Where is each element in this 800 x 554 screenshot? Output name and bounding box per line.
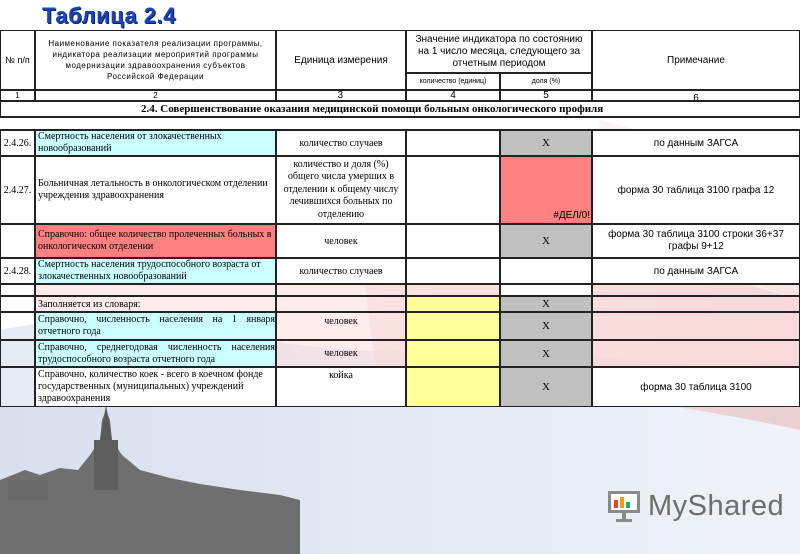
header-count: количество (единиц) bbox=[406, 73, 500, 90]
spacer-row bbox=[592, 284, 800, 296]
row-name: Смертность населения трудоспособного возраста от злокачественных новообразований bbox=[35, 258, 276, 284]
header-name: Наименование показателя реализации программы, индикатора реализации мероприятий программы модернизации здравоохранения субъектов Российской Федерации bbox=[35, 30, 276, 90]
row-count[interactable] bbox=[406, 130, 500, 156]
row-unit: койка bbox=[276, 367, 406, 407]
row-share: X bbox=[500, 312, 592, 340]
row-num: 2.4.26. bbox=[0, 130, 35, 156]
spacer-row bbox=[0, 117, 800, 130]
row-unit: человек bbox=[276, 340, 406, 367]
spacer-row bbox=[35, 284, 276, 296]
row-count[interactable] bbox=[406, 296, 500, 312]
row-num bbox=[0, 367, 35, 407]
row-note: форма 30 таблица 3100 строки 36+37 графы 9+12 bbox=[592, 224, 800, 258]
index-cell: 5 bbox=[500, 90, 592, 101]
row-note bbox=[592, 340, 800, 367]
row-num bbox=[0, 224, 35, 258]
row-name: Больничная летальность в онкологическом отделении учреждения здравоохранения bbox=[35, 156, 276, 224]
row-note: форма 30 таблица 3100 bbox=[592, 367, 800, 407]
row-count[interactable] bbox=[406, 312, 500, 340]
index-cell: 2 bbox=[35, 90, 276, 101]
presentation-icon bbox=[606, 488, 642, 524]
spacer-row bbox=[0, 284, 35, 296]
header-share: доля (%) bbox=[500, 73, 592, 90]
row-count[interactable] bbox=[406, 367, 500, 407]
index-cell: 4 bbox=[406, 90, 500, 101]
row-unit: человек bbox=[276, 224, 406, 258]
row-count[interactable] bbox=[406, 258, 500, 284]
row-share: X bbox=[500, 224, 592, 258]
index-cell: 1 bbox=[0, 90, 35, 101]
header-num: № п/п bbox=[0, 30, 35, 90]
header-unit: Единица измерения bbox=[276, 30, 406, 90]
row-share: #ДЕЛ/0! bbox=[500, 156, 592, 224]
row-share[interactable] bbox=[500, 258, 592, 284]
row-note bbox=[592, 296, 800, 312]
row-count[interactable] bbox=[406, 224, 500, 258]
row-unit: количество случаев bbox=[276, 130, 406, 156]
row-num: 2.4.27. bbox=[0, 156, 35, 224]
header-value: Значение индикатора по состоянию на 1 число месяца, следующего за отчетным периодом bbox=[406, 30, 592, 73]
header-note: Примечание bbox=[592, 30, 800, 90]
row-unit: человек bbox=[276, 312, 406, 340]
watermark-logo bbox=[606, 488, 784, 524]
row-note: по данным ЗАГСА bbox=[592, 130, 800, 156]
spacer-row bbox=[500, 284, 592, 296]
logo-text: MyShared bbox=[648, 489, 785, 522]
row-unit bbox=[276, 296, 406, 312]
row-num bbox=[0, 340, 35, 367]
spacer-row bbox=[276, 284, 406, 296]
row-note: по данным ЗАГСА bbox=[592, 258, 800, 284]
row-share: X bbox=[500, 130, 592, 156]
row-count[interactable] bbox=[406, 156, 500, 224]
row-name: Справочно, количество коек - всего в коечном фонде государственных (муниципальных) учреждений здравоохранения bbox=[35, 367, 276, 407]
row-num: 2.4.28. bbox=[0, 258, 35, 284]
section-title: 2.4. Совершенствование оказания медицинской помощи больным онкологического профиля bbox=[0, 101, 800, 117]
index-cell: 6 bbox=[592, 90, 800, 101]
row-num bbox=[0, 296, 35, 312]
index-cell: 3 bbox=[276, 90, 406, 101]
row-count[interactable] bbox=[406, 340, 500, 367]
row-name: Смертность населения от злокачественных новообразований bbox=[35, 130, 276, 156]
row-share: X bbox=[500, 340, 592, 367]
row-name: Справочно: общее количество пролеченных больных в онкологическом отделении bbox=[35, 224, 276, 258]
row-name: Справочно, численность населения на 1 января отчетного года bbox=[35, 312, 276, 340]
row-unit: количество и доля (%) общего числа умерших в отделении к общему числу лечившихся больных по отделению bbox=[276, 156, 406, 224]
row-name: Заполняется из словаря: bbox=[35, 296, 276, 312]
row-note bbox=[592, 312, 800, 340]
row-share: X bbox=[500, 296, 592, 312]
row-num bbox=[0, 312, 35, 340]
row-note: форма 30 таблица 3100 графа 12 bbox=[592, 156, 800, 224]
row-unit: количество случаев bbox=[276, 258, 406, 284]
page-title: Таблица 2.4 bbox=[42, 3, 176, 28]
spacer-row bbox=[406, 284, 500, 296]
row-share: X bbox=[500, 367, 592, 407]
row-name: Справочно, среднегодовая численность населения трудоспособного возраста отчетного года bbox=[35, 340, 276, 367]
